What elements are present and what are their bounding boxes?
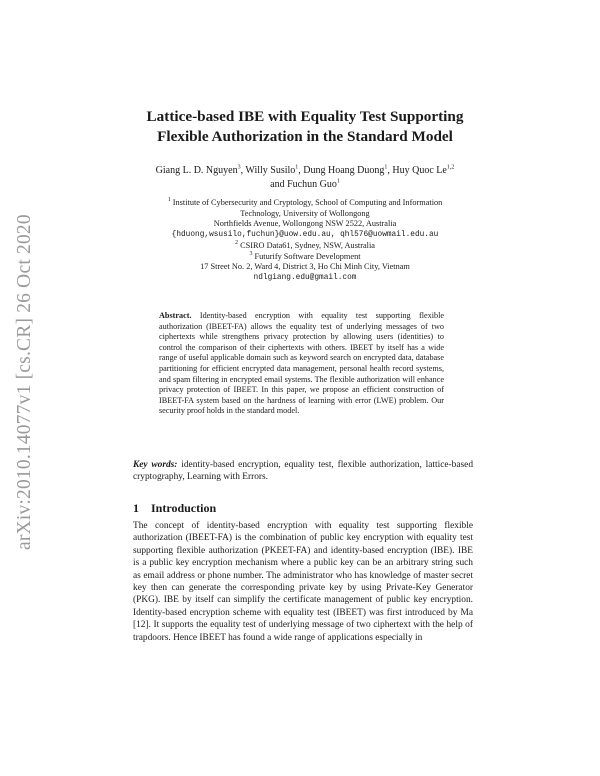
abstract (159, 311, 444, 417)
body-paragraph: The concept of identity-based encryption with equality test supporting flexible authorization (IBEET-FA) is the combination of public key encryption with equality test supporting flexible authorization (PKEET-FA) and identity-based encryption (IBE). IBE is a public key encryption mechanism where a public key can be an arbitrary string such as email address or phone number. The administrator who has knowledge of master secret key then can generate the corresponding private key by using Private-Key Generator (PKG). IBE by itself can simplify the certificate management of public key encryption. Identity-based encryption scheme with equality test (IBEET) was first introduced by Ma [12]. It supports the equality test of underlying message of two ciphertext with the help of trapdoors. Hence IBEET has found a wide range of applications especially in (133, 521, 473, 643)
author-name: Willy Susilo (245, 165, 296, 176)
author-name: Fuchun Guo (287, 179, 337, 190)
affil-email: ndlgiang.edu@gmail.com (253, 273, 357, 282)
author-affil-mark: 1 (336, 178, 340, 185)
affil-mark: 2 (235, 240, 238, 247)
affil-text: Northfields Avenue, Wollongong NSW 2522, Australia (213, 219, 397, 229)
affiliation-2 (130, 241, 480, 252)
affil-mark: 3 (249, 250, 253, 257)
affil-text: Institute of Cybersecurity and Cryptology, School of Computing and Information (172, 198, 443, 207)
author-affil-mark: 1 (384, 164, 388, 171)
abstract-text: Identity-based encryption with equality test supporting flexible authorization (IBEET-FA) allows the equality test of underlying messages of two ciphertexts while strengthens privacy protection by allowing users (identities) to control the comparison of their ciphertexts with others. IBEET by itself has a wide range of useful applicable domain such as keyword search on encrypted data, database partitioning for efficient encrypted data management, personal health record systems, and spam filtering in encrypted email systems. The flexible authorization will enhance privacy protection of IBEET. In this paper, we propose an efficient construction of IBEET-FA system based on the hardness of learning with error (LWE) problem. Our security proof holds in the standard model. (159, 311, 444, 416)
affil-mark: 1 (167, 197, 171, 204)
author-affil-mark: 1,2 (446, 164, 455, 171)
section-number: 1 (133, 501, 139, 515)
author-name: Dung Hoang Duong (303, 165, 385, 176)
affil-text: Technology, University of Wollongong (240, 208, 370, 218)
author-affil-mark: 3 (237, 164, 241, 171)
keywords-label: Key words: (133, 460, 178, 470)
arxiv-stamp: arXiv:2010.14077v1 [cs.CR] 26 Oct 2020 (14, 214, 35, 550)
keywords (133, 459, 473, 484)
affil-text: Futurify Software Development (254, 251, 361, 261)
affil-text: 17 Street No. 2, Ward 4, District 3, Ho Chi Minh City, Vietnam (200, 262, 410, 272)
author-name: Huy Quoc Le (392, 165, 447, 176)
author-list: Giang L. D. Nguyen$^3$, Willy Susilo$^1$, Dung Hoang Duong$^1$, Huy Quoc Le$^{1,2}$ and Fuchun Guo$^1$ (155, 164, 455, 190)
section-heading (133, 500, 473, 516)
author-name: Giang L. D. Nguyen (155, 165, 238, 176)
affiliation-3 (130, 252, 480, 263)
abstract-label: Abstract. (159, 311, 192, 320)
affiliation-1 (130, 198, 480, 209)
keywords-text: identity-based encryption, equality test, flexible authorization, lattice-based cryptography, Learning with Errors. (133, 460, 474, 483)
author-joiner: and (270, 179, 285, 190)
paper-title: Lattice-based IBE with Equality Test Supporting Flexible Authorization in the Standard Model (146, 108, 464, 145)
affil-email: {hduong,wsusilo,fuchun}@uow.edu.au, qhl576@uowmail.edu.au (171, 231, 439, 240)
author-affil-mark: 1 (295, 164, 299, 171)
affiliations (130, 198, 480, 284)
section-title: Introduction (151, 501, 217, 515)
affil-text: CSIRO Data61, Sydney, NSW, Australia (240, 240, 375, 250)
